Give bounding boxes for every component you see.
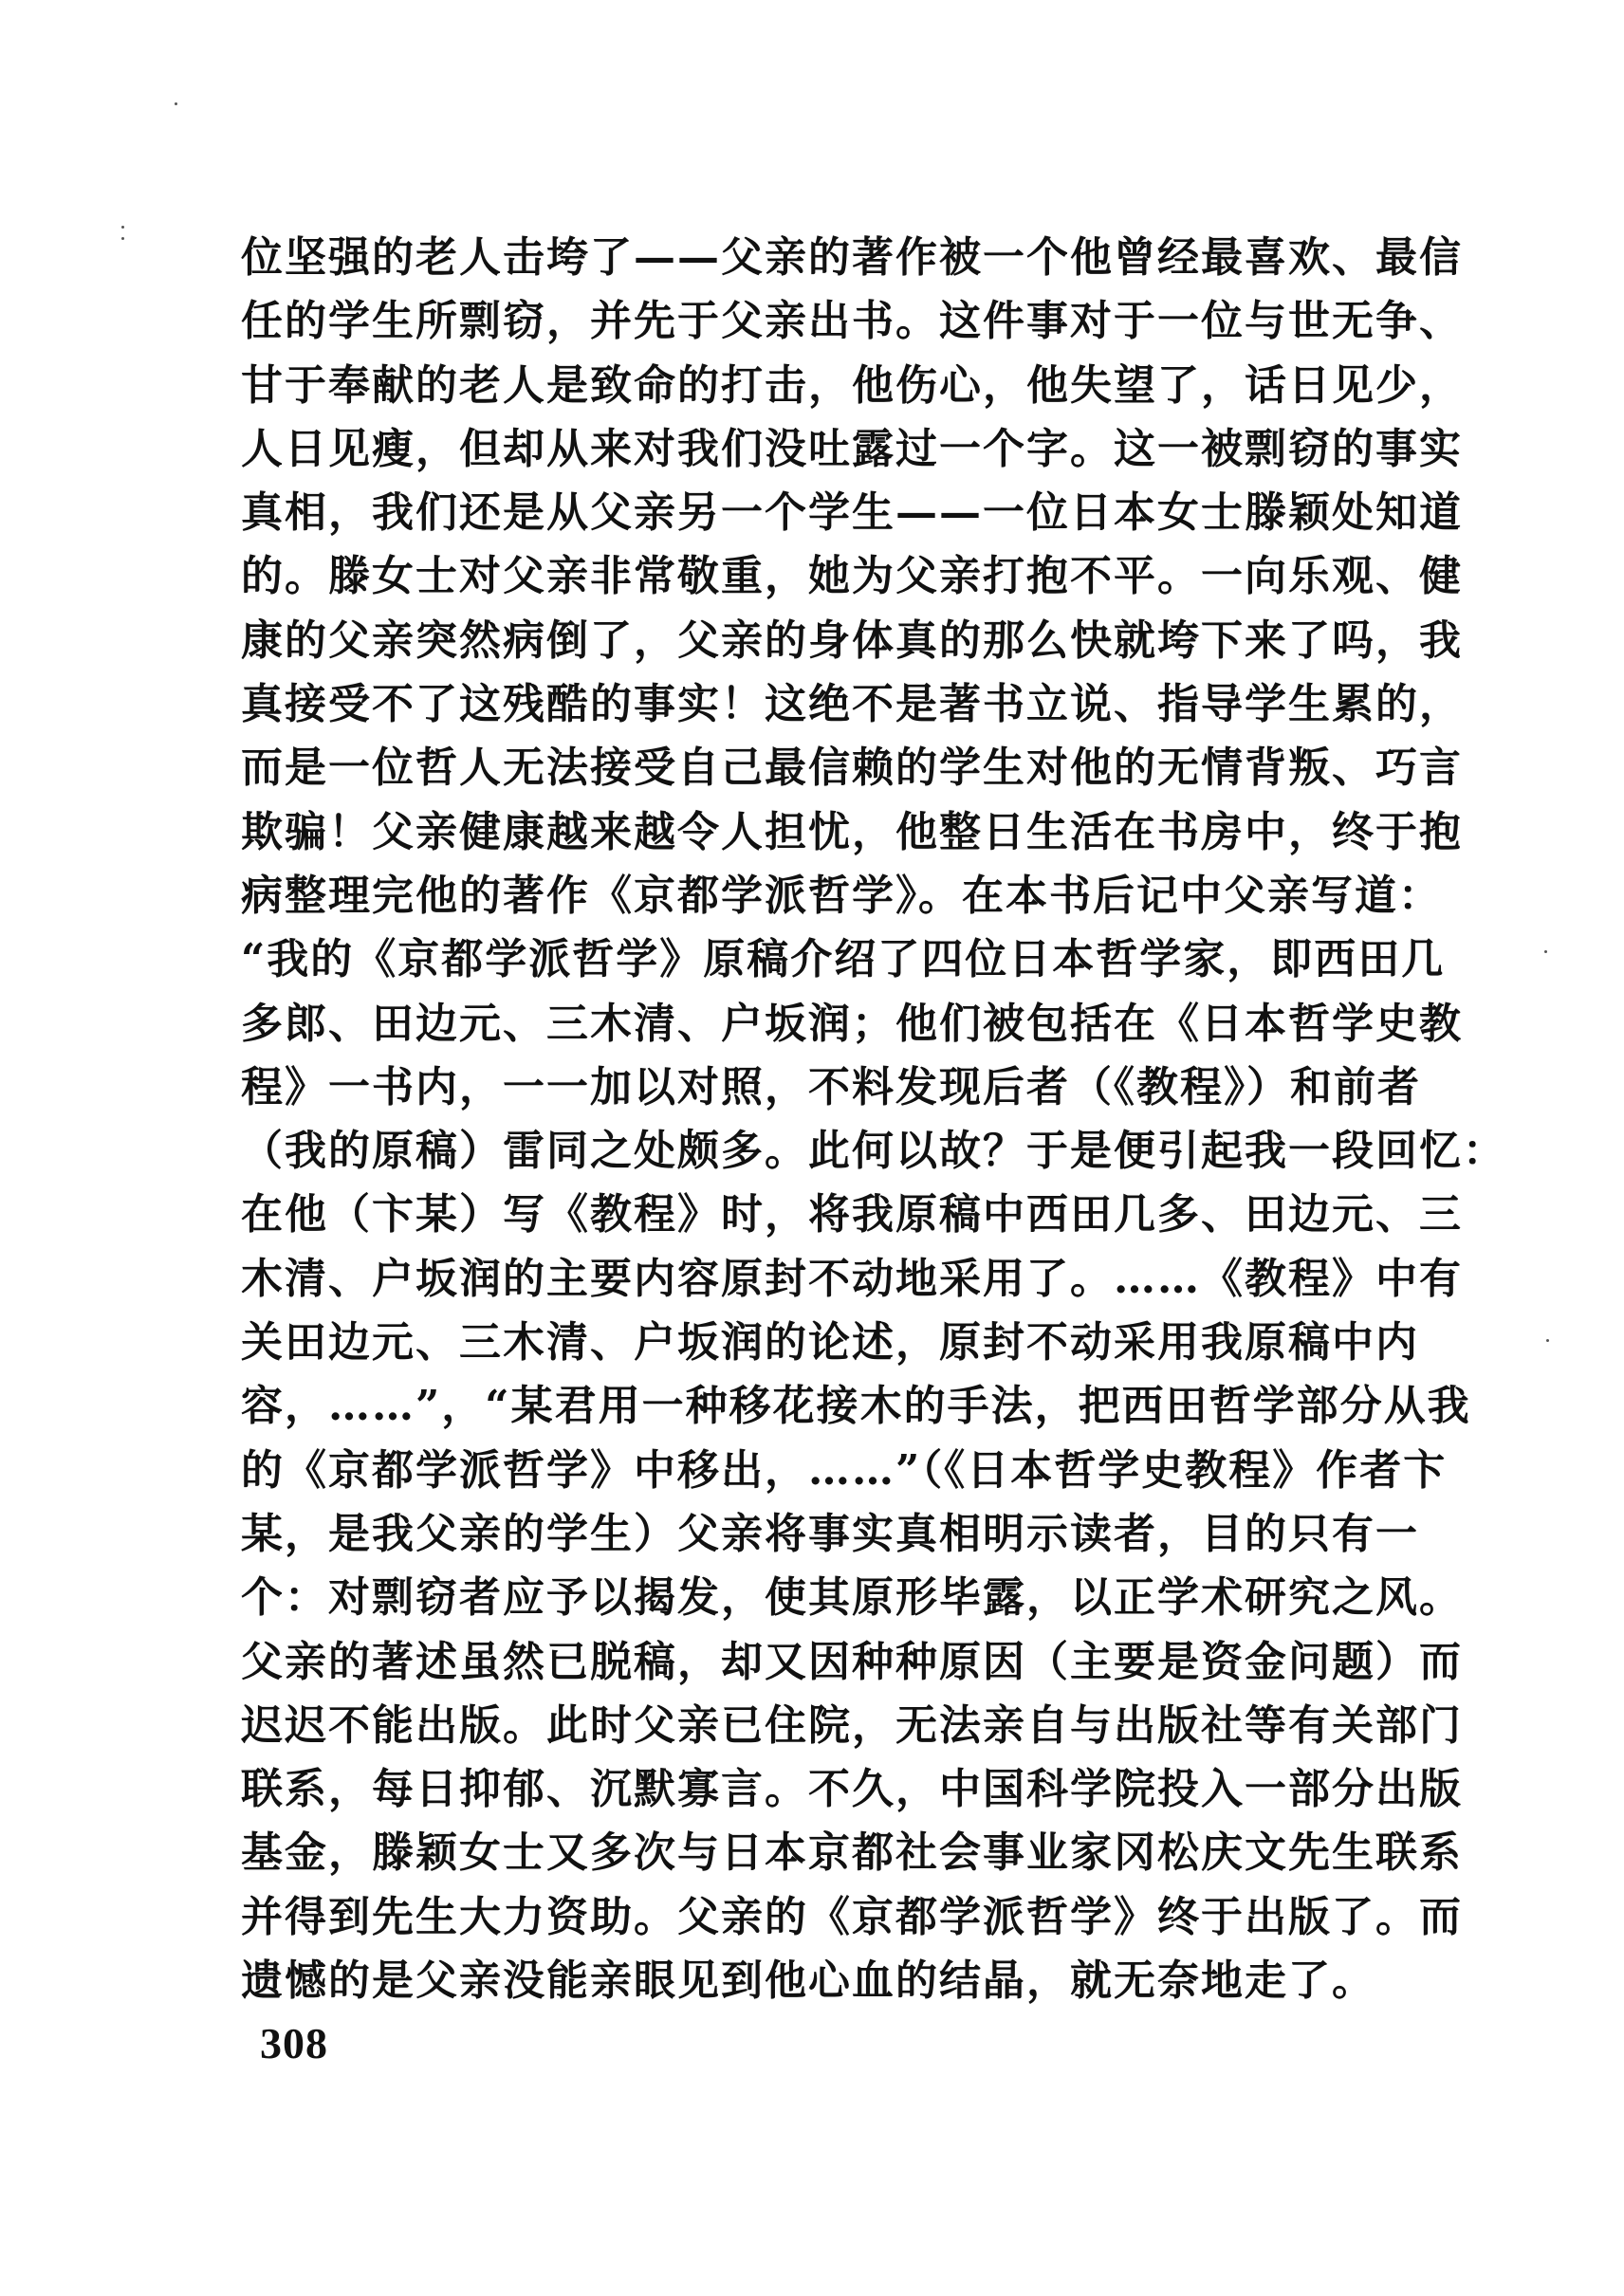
- text-line: 任的学生所剽窃，并先于父亲出书。这件事对于一位与世无争、: [241, 297, 1463, 346]
- text-line: 联系，每日抑郁、沉默寡言。不久，中国科学院投入一部分出版: [241, 1765, 1463, 1814]
- scan-speck: [1544, 950, 1547, 953]
- scan-speck: [1546, 1339, 1549, 1342]
- text-line: 某，是我父亲的学生）父亲将事实真相明示读者，目的只有一: [241, 1509, 1419, 1558]
- body-text: [241, 226, 1506, 2012]
- text-line: 木清、户坂润的主要内容原封不动地采用了。……《教程》中有: [241, 1254, 1463, 1303]
- text-line: （我的原稿）雷同之处颇多。此何以故？于是便引起我一段回忆：: [241, 1127, 1506, 1176]
- text-line: 康的父亲突然病倒了，父亲的身体真的那么快就垮下来了吗，我: [241, 615, 1463, 665]
- scan-speck: [121, 226, 124, 229]
- text-line: 个：对剽窃者应予以揭发，使其原形毕露，以正学术研究之风。: [241, 1573, 1463, 1623]
- text-line: 多郎、田边元、三木清、户坂润；他们被包括在《日本哲学史教: [241, 999, 1463, 1048]
- text-line: 位坚强的老人击垮了——父亲的著作被一个他曾经最喜欢、最信: [241, 233, 1463, 282]
- scan-speck: [175, 102, 177, 105]
- text-line: 父亲的著述虽然已脱稿，却又因种种原因（主要是资金问题）而: [241, 1637, 1463, 1686]
- text-line: 基金，滕颖女士又多次与日本京都社会事业家冈松庆文先生联系: [241, 1828, 1463, 1878]
- text-line: “我的《京都学派哲学》原稿介绍了四位日本哲学家，即西田几: [241, 935, 1446, 984]
- text-line: 并得到先生大力资助。父亲的《京都学派哲学》终于出版了。而: [241, 1892, 1463, 1941]
- scan-speck: [121, 237, 124, 240]
- page-number: 308: [260, 2019, 328, 2067]
- text-line: 程》一书内，一一加以对照，不料发现后者（《教程》）和前者: [241, 1062, 1421, 1111]
- text-line: 病整理完他的著作《京都学派哲学》。在本书后记中父亲写道：: [241, 871, 1442, 920]
- text-line: 欺骗！父亲健康越来越令人担忧，他整日生活在书房中，终于抱: [241, 807, 1463, 856]
- text-line: 真相，我们还是从父亲另一个学生——一位日本女士滕颖处知道: [241, 488, 1463, 538]
- text-line: 关田边元、三木清、户坂润的论述，原封不动采用我原稿中内: [241, 1318, 1419, 1368]
- text-line: 而是一位哲人无法接受自己最信赖的学生对他的无情背叛、巧言: [241, 744, 1463, 793]
- text-line: 人日见瘦，但却从来对我们没吐露过一个字。这一被剽窃的事实: [241, 424, 1463, 473]
- text-line: 迟迟不能出版。此时父亲已住院，无法亲自与出版社等有关部门: [241, 1700, 1463, 1750]
- text-line: 容，……”，“某君用一种移花接木的手法，把西田哲学部分从我: [241, 1382, 1471, 1431]
- text-line: 的《京都学派哲学》中移出，……”（《日本哲学史教程》作者卞: [241, 1445, 1448, 1495]
- text-line: 真接受不了这残酷的事实！这绝不是著书立说、指导学生累的，: [241, 680, 1463, 729]
- text-line: 在他（卞某）写《教程》时，将我原稿中西田几多、田边元、三: [241, 1190, 1463, 1240]
- text-line: 的。滕女士对父亲非常敬重，她为父亲打抱不平。一向乐观、健: [241, 552, 1463, 601]
- text-line-last: 遗憾的是父亲没能亲眼见到他心血的结晶，就无奈地走了。: [241, 1956, 1375, 2006]
- text-line: 甘于奉献的老人是致命的打击，他伤心，他失望了，话日见少，: [241, 360, 1463, 410]
